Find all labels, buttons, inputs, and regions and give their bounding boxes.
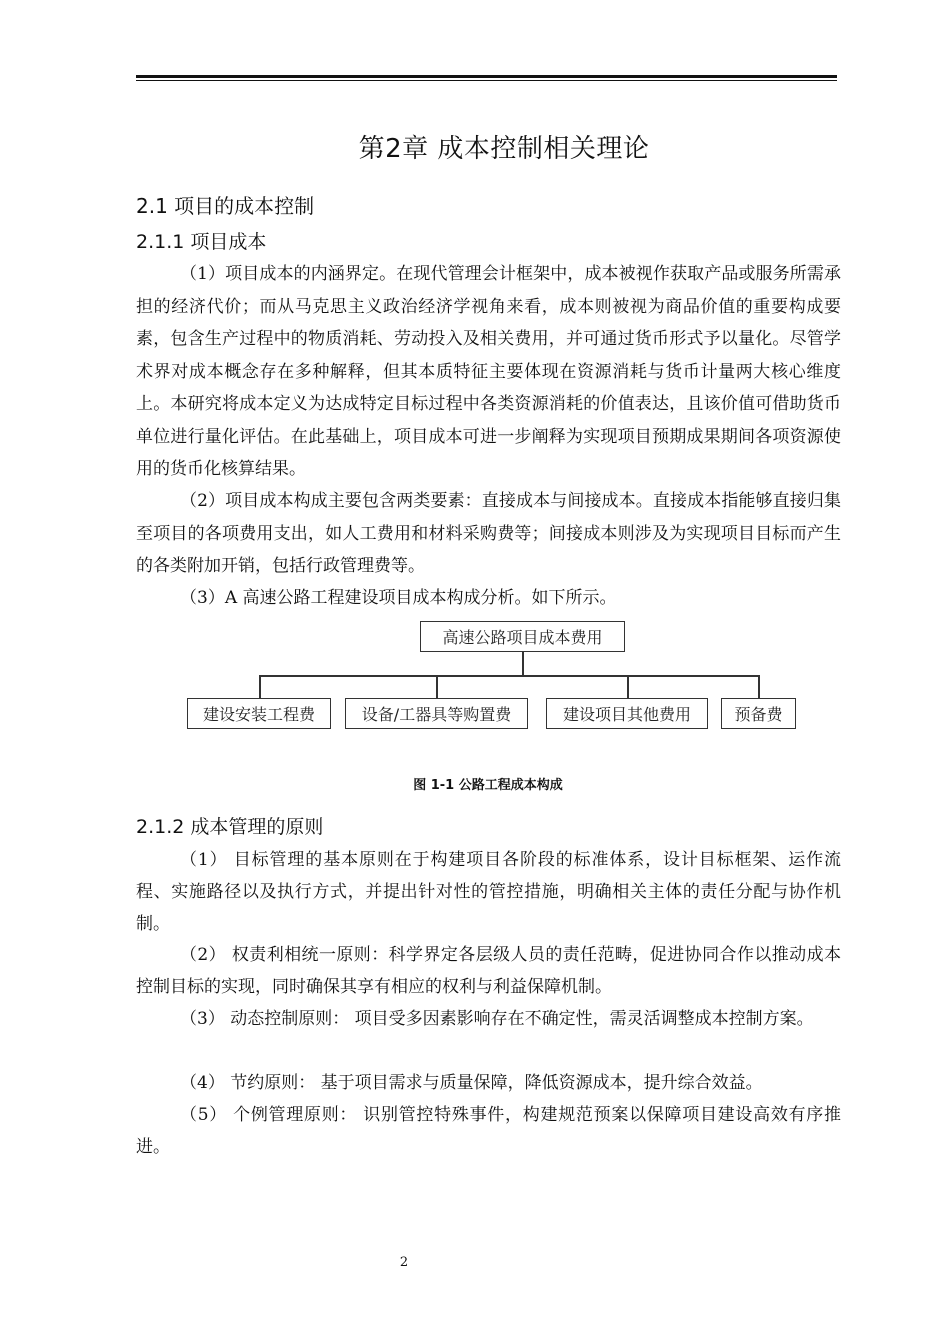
section-heading-2-1: 2.1 项目的成本控制 [136,194,315,218]
paragraph-cost-definition: （1）项目成本的内涵界定。在现代管理会计框架中，成本被视作获取产品或服务所需承担的经济代价；而从马克思主义政治经济学视角来看，成本则被视为商品价值的重要构成要素，包含生产过程中的物质消耗、劳动投入及相关费用，并可通过货币形式予以量化。尽管学术界对成本概念存在多种解释，但其本质特征主要体现在资源消耗与货币计量两大核心维度上。本研究将成本定义为达成特定目标过程中各类资源消耗的价值表达，且该价值可借助货币单位进行量化评估。在此基础上，项目成本可进一步阐释为实现项目预期成果期间各项资源使用的货币化核算结果。 [136,264,841,479]
diagram-child-connector [758,675,760,699]
header-rule-thin [136,80,837,81]
diagram-child-connector [259,675,261,699]
chapter-title: 第2章 成本控制相关理论 [358,134,650,164]
diagram-child-box: 预备费 [721,698,796,729]
paragraph-principle-4: （4） 节约原则： 基于项目需求与质量保障，降低资源成本，提升综合效益。 [180,1073,763,1093]
diagram-child-connector [436,675,438,699]
diagram-root-connector [522,652,524,675]
paragraph-case-analysis: （3）A 高速公路工程建设项目成本构成分析。如下所示。 [180,588,617,608]
header-rule-thick [136,75,837,78]
diagram-root-box: 高速公路项目成本费用 [420,621,625,652]
diagram-child-box: 建设项目其他费用 [546,698,708,729]
diagram-child-connector [627,675,629,699]
diagram-child-box: 设备/工器具等购置费 [345,698,528,729]
figure-caption: 图 1-1 公路工程成本构成 [413,778,563,793]
paragraph-cost-composition: （2）项目成本构成主要包含两类要素：直接成本与间接成本。直接成本指能够直接归集至项目的各项费用支出，如人工费用和材料采购费等；间接成本则涉及为实现项目目标而产生的各类附加开销，包括行政管理费等。 [136,491,841,576]
paragraph-principle-3: （3） 动态控制原则： 项目受多因素影响存在不确定性，需灵活调整成本控制方案。 [180,1009,814,1029]
section-heading-2-1-2: 2.1.2 成本管理的原则 [136,816,324,838]
section-heading-2-1-1: 2.1.1 项目成本 [136,231,267,253]
paragraph-principle-5: （5） 个例管理原则： 识别管控特殊事件，构建规范预案以保障项目建设高效有序推进。 [136,1105,841,1157]
diagram-child-box: 建设安装工程费 [187,698,331,729]
paragraph-principle-1: （1） 目标管理的基本原则在于构建项目各阶段的标准体系，设计目标框架、运作流程、实施路径以及执行方式，并提出针对性的管控措施，明确相关主体的责任分配与协作机制。 [136,850,841,934]
paragraph-principle-2: （2） 权责利相统一原则：科学界定各层级人员的责任范畴，促进协同合作以推动成本控制目标的实现，同时确保其享有相应的权利与利益保障机制。 [136,945,841,997]
diagram-horizontal-connector [259,675,759,677]
page-number: 2 [399,1255,409,1270]
